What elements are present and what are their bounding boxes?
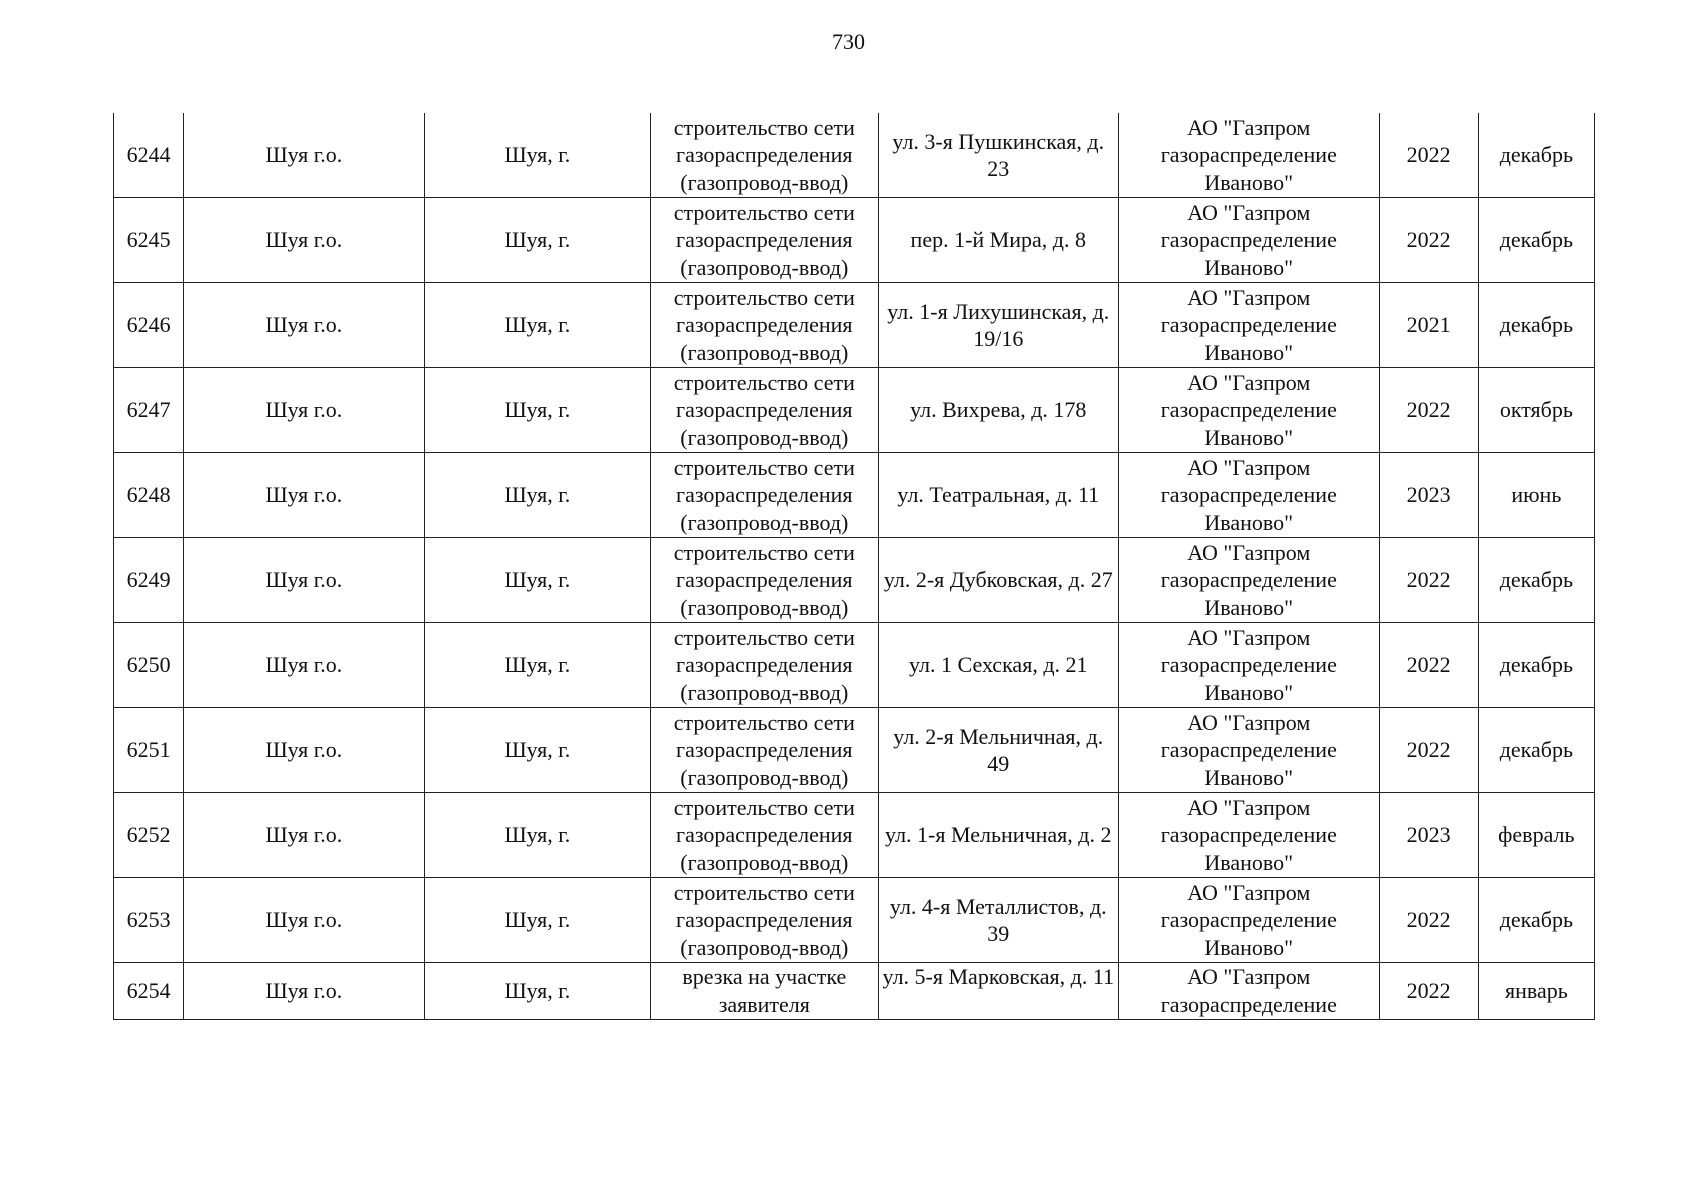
cell-year: 2022 <box>1379 368 1478 453</box>
cell-district: Шуя г.о. <box>184 538 424 623</box>
cell-month <box>1478 963 1594 1020</box>
cell-locality: Шуя, г. <box>424 283 650 368</box>
cell-number: 6245 <box>114 198 184 283</box>
cell-work-type: строительство сети газораспределения (газопровод-ввод) <box>651 368 878 453</box>
register-table <box>113 113 1595 1020</box>
cell-address: пер. 1-й Мира, д. 8 <box>878 198 1118 283</box>
cell-district: Шуя г.о. <box>184 708 424 793</box>
cell-district: Шуя г.о. <box>184 453 424 538</box>
cell-year: 2023 <box>1379 453 1478 538</box>
cell-month-text: январь <box>1504 978 1568 1004</box>
cell-number: 6249 <box>114 538 184 623</box>
cell-work-type: строительство сети газораспределения (газопровод-ввод) <box>651 538 878 623</box>
cell-number: 6252 <box>114 793 184 878</box>
table-row <box>114 283 1595 368</box>
cell-organization: АО "Газпром газораспределение Иваново" <box>1119 453 1380 538</box>
cell-number: 6247 <box>114 368 184 453</box>
cell-organization: АО "Газпром газораспределение Иваново" <box>1119 708 1380 793</box>
cell-address-text: ул. 5-я Марковская, д. 11 <box>882 964 1115 989</box>
cell-address: ул. Вихрева, д. 178 <box>878 368 1118 453</box>
cell-month: октябрь <box>1478 368 1594 453</box>
cell-district: Шуя г.о. <box>184 113 424 198</box>
cell-address: ул. 4-я Металлистов, д. 39 <box>878 878 1118 963</box>
cell-address: ул. 3-я Пушкинская, д. 23 <box>878 113 1118 198</box>
cell-year: 2022 <box>1379 198 1478 283</box>
cell-year: 2023 <box>1379 793 1478 878</box>
cell-number: 6251 <box>114 708 184 793</box>
cell-work-type: строительство сети газораспределения (газопровод-ввод) <box>651 113 878 198</box>
cell-year: 2022 <box>1379 113 1478 198</box>
table-row <box>114 453 1595 538</box>
cell-work-type: строительство сети газораспределения (газопровод-ввод) <box>651 198 878 283</box>
cell-organization: АО "Газпром газораспределение Иваново" <box>1119 198 1380 283</box>
cell-number: 6246 <box>114 283 184 368</box>
cell-year: 2021 <box>1379 283 1478 368</box>
cell-month: февраль <box>1478 793 1594 878</box>
cell-locality: Шуя, г. <box>424 878 650 963</box>
table-row <box>114 793 1595 878</box>
cell-address <box>878 963 1118 1020</box>
cell-locality: Шуя, г. <box>424 623 650 708</box>
cell-year: 2022 <box>1379 708 1478 793</box>
cell-district-text: Шуя г.о. <box>265 978 343 1004</box>
cell-number-text: 6254 <box>126 978 171 1004</box>
cell-locality: Шуя, г. <box>424 453 650 538</box>
cell-month: декабрь <box>1478 878 1594 963</box>
cell-address: ул. 1 Сехская, д. 21 <box>878 623 1118 708</box>
cell-address: ул. 2-я Дубковская, д. 27 <box>878 538 1118 623</box>
cell-month: декабрь <box>1478 538 1594 623</box>
cell-locality: Шуя, г. <box>424 793 650 878</box>
cell-month: декабрь <box>1478 198 1594 283</box>
cell-locality: Шуя, г. <box>424 198 650 283</box>
cell-organization: АО "Газпром газораспределение Иваново" <box>1119 793 1380 878</box>
cell-month: июнь <box>1478 453 1594 538</box>
cell-address: ул. Театральная, д. 11 <box>878 453 1118 538</box>
cell-address: ул. 1-я Мельничная, д. 2 <box>878 793 1118 878</box>
cell-locality: Шуя, г. <box>424 113 650 198</box>
cell-district: Шуя г.о. <box>184 623 424 708</box>
cell-number: 6253 <box>114 878 184 963</box>
table-row <box>114 963 1595 1020</box>
cell-work-type: строительство сети газораспределения (газопровод-ввод) <box>651 793 878 878</box>
cell-work-type: строительство сети газораспределения (газопровод-ввод) <box>651 283 878 368</box>
cell-district: Шуя г.о. <box>184 368 424 453</box>
cell-address: ул. 2-я Мельничная, д. 49 <box>878 708 1118 793</box>
cell-locality: Шуя, г. <box>424 368 650 453</box>
cell-year-text: 2022 <box>1406 978 1451 1004</box>
cell-work-type-text: врезка на участке заявителя <box>682 964 847 1017</box>
cell-locality-text: Шуя, г. <box>504 978 571 1004</box>
cell-year: 2022 <box>1379 623 1478 708</box>
cell-number: 6244 <box>114 113 184 198</box>
cell-year <box>1379 963 1478 1020</box>
cell-organization: АО "Газпром газораспределение Иваново" <box>1119 113 1380 198</box>
table-row <box>114 708 1595 793</box>
cell-work-type <box>651 963 878 1020</box>
table-row <box>114 878 1595 963</box>
cell-organization: АО "Газпром газораспределение Иваново" <box>1119 623 1380 708</box>
cell-district <box>184 963 424 1020</box>
cell-work-type: строительство сети газораспределения (газопровод-ввод) <box>651 453 878 538</box>
cell-month: декабрь <box>1478 708 1594 793</box>
cell-district: Шуя г.о. <box>184 878 424 963</box>
cell-locality: Шуя, г. <box>424 538 650 623</box>
cell-number <box>114 963 184 1020</box>
cell-organization: АО "Газпром газораспределение Иваново" <box>1119 538 1380 623</box>
cell-locality <box>424 963 650 1020</box>
cell-work-type: строительство сети газораспределения (газопровод-ввод) <box>651 623 878 708</box>
cell-number: 6248 <box>114 453 184 538</box>
cell-year: 2022 <box>1379 538 1478 623</box>
cell-district: Шуя г.о. <box>184 283 424 368</box>
table-row <box>114 538 1595 623</box>
cell-organization: АО "Газпром газораспределение Иваново" <box>1119 283 1380 368</box>
cell-locality: Шуя, г. <box>424 708 650 793</box>
cell-organization-text: АО "Газпром газораспределение <box>1160 964 1337 1017</box>
cell-year: 2022 <box>1379 878 1478 963</box>
table-row <box>114 198 1595 283</box>
cell-district: Шуя г.о. <box>184 198 424 283</box>
table-row <box>114 368 1595 453</box>
cell-month: декабрь <box>1478 283 1594 368</box>
cell-district: Шуя г.о. <box>184 793 424 878</box>
cell-organization <box>1119 963 1380 1020</box>
table-row <box>114 113 1595 198</box>
table-row <box>114 623 1595 708</box>
cell-organization: АО "Газпром газораспределение Иваново" <box>1119 878 1380 963</box>
cell-month: декабрь <box>1478 113 1594 198</box>
cell-work-type: строительство сети газораспределения (газопровод-ввод) <box>651 878 878 963</box>
cell-address: ул. 1-я Лихушинская, д. 19/16 <box>878 283 1118 368</box>
cell-organization: АО "Газпром газораспределение Иваново" <box>1119 368 1380 453</box>
cell-month: декабрь <box>1478 623 1594 708</box>
page-number: 730 <box>832 29 865 54</box>
cell-number: 6250 <box>114 623 184 708</box>
cell-work-type: строительство сети газораспределения (газопровод-ввод) <box>651 708 878 793</box>
